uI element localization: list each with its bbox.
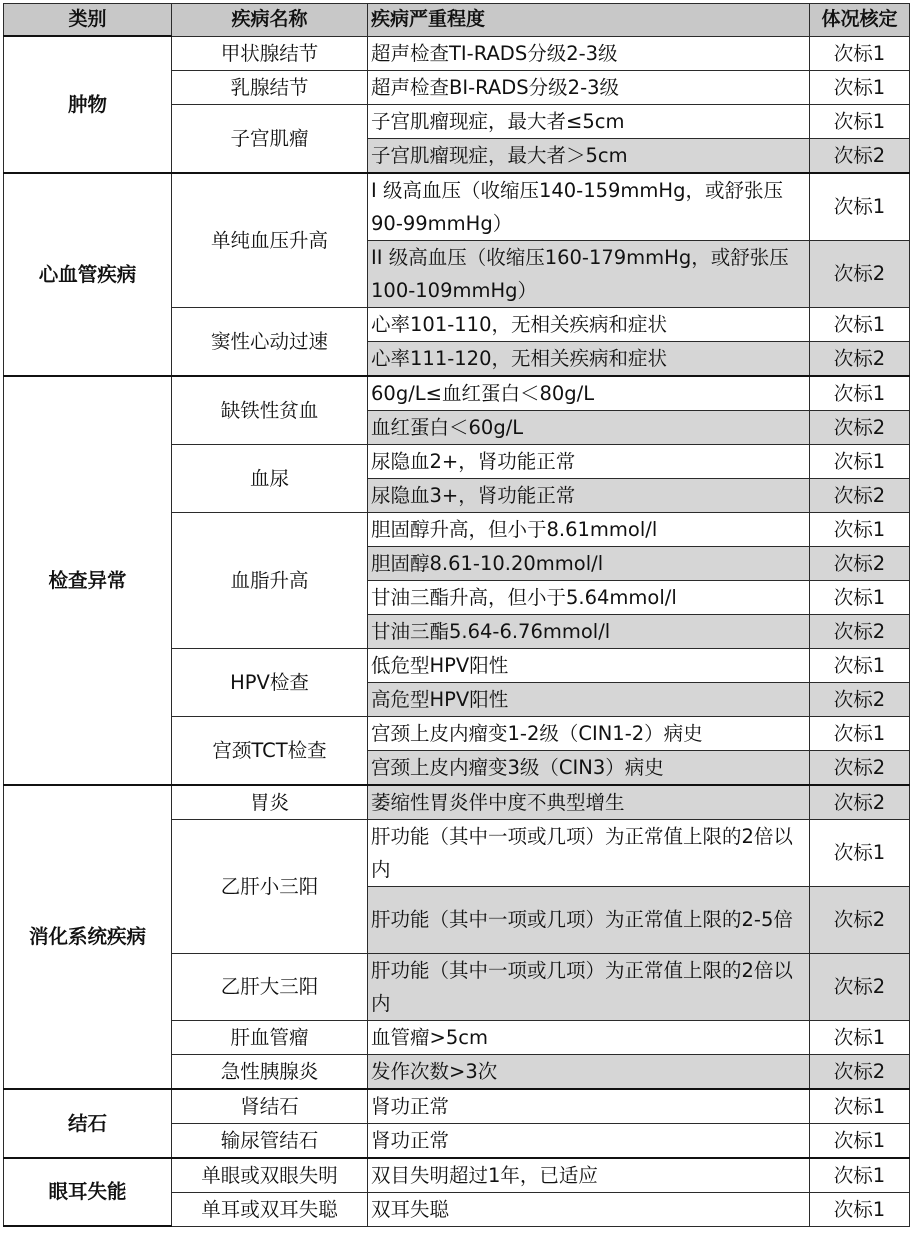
- grade-cell: 次标2: [810, 682, 910, 716]
- disease-name-cell: 血脂升高: [172, 512, 368, 648]
- severity-cell: I 级高血压（收缩压140-159mmHg，或舒张压90-99mmHg）: [368, 173, 810, 241]
- severity-cell: 尿隐血3+，肾功能正常: [368, 478, 810, 512]
- grade-cell: 次标1: [810, 580, 910, 614]
- grade-cell: 次标2: [810, 410, 910, 444]
- category-cell: 肿物: [4, 36, 172, 173]
- grade-cell: 次标1: [810, 1089, 910, 1124]
- grade-cell: 次标1: [810, 1123, 910, 1158]
- table-body: [4, 36, 910, 1226]
- disease-name-cell: 缺铁性贫血: [172, 376, 368, 445]
- insurance-grading-table: [3, 3, 910, 1227]
- severity-cell: 心率101-110，无相关疾病和症状: [368, 307, 810, 341]
- grade-cell: 次标1: [810, 173, 910, 241]
- disease-name-cell: 急性胰腺炎: [172, 1054, 368, 1089]
- severity-cell: 子宫肌瘤现症，最大者＞5cm: [368, 138, 810, 173]
- table-row: [4, 376, 910, 411]
- header-severity: 疾病严重程度: [368, 4, 810, 37]
- grade-cell: 次标2: [810, 614, 910, 648]
- grade-cell: 次标1: [810, 376, 910, 411]
- disease-name-cell: 单耳或双耳失聪: [172, 1192, 368, 1226]
- category-cell: 眼耳失能: [4, 1158, 172, 1227]
- severity-cell: 血红蛋白＜60g/L: [368, 410, 810, 444]
- grade-cell: 次标2: [810, 750, 910, 785]
- grade-cell: 次标1: [810, 307, 910, 341]
- disease-name-cell: 胃炎: [172, 785, 368, 820]
- severity-cell: 子宫肌瘤现症，最大者≤5cm: [368, 104, 810, 138]
- table-row: [4, 785, 910, 820]
- grade-cell: 次标2: [810, 785, 910, 820]
- table-row: [4, 1089, 910, 1124]
- disease-name-cell: HPV检查: [172, 648, 368, 716]
- grade-cell: 次标1: [810, 104, 910, 138]
- severity-cell: 心率111-120，无相关疾病和症状: [368, 341, 810, 376]
- header-grade: 体况核定: [810, 4, 910, 37]
- grade-cell: 次标1: [810, 512, 910, 546]
- disease-name-cell: 肝血管瘤: [172, 1020, 368, 1054]
- severity-cell: 肝功能（其中一项或几项）为正常值上限的2倍以内: [368, 953, 810, 1020]
- header-disease: 疾病名称: [172, 4, 368, 37]
- severity-cell: II 级高血压（收缩压160-179mmHg，或舒张压100-109mmHg）: [368, 240, 810, 307]
- grade-cell: 次标1: [810, 36, 910, 70]
- category-cell: 结石: [4, 1089, 172, 1158]
- category-cell: 心血管疾病: [4, 173, 172, 376]
- severity-cell: 宫颈上皮内瘤变3级（CIN3）病史: [368, 750, 810, 785]
- severity-cell: 低危型HPV阳性: [368, 648, 810, 682]
- header-row: [4, 4, 910, 37]
- disease-name-cell: 输尿管结石: [172, 1123, 368, 1158]
- grade-cell: 次标2: [810, 546, 910, 580]
- grade-cell: 次标1: [810, 819, 910, 886]
- severity-cell: 甘油三酯升高，但小于5.64mmol/l: [368, 580, 810, 614]
- grade-cell: 次标1: [810, 444, 910, 478]
- severity-cell: 肾功正常: [368, 1123, 810, 1158]
- grade-cell: 次标2: [810, 478, 910, 512]
- grade-cell: 次标1: [810, 1020, 910, 1054]
- severity-cell: 胆固醇8.61-10.20mmol/l: [368, 546, 810, 580]
- category-cell: 消化系统疾病: [4, 785, 172, 1089]
- severity-cell: 超声检查BI-RADS分级2-3级: [368, 70, 810, 104]
- disease-name-cell: 乙肝大三阳: [172, 953, 368, 1020]
- severity-cell: 60g/L≤血红蛋白＜80g/L: [368, 376, 810, 411]
- header-category: 类别: [4, 4, 172, 37]
- disease-name-cell: 窦性心动过速: [172, 307, 368, 376]
- grade-cell: 次标1: [810, 648, 910, 682]
- grade-cell: 次标1: [810, 70, 910, 104]
- disease-name-cell: 甲状腺结节: [172, 36, 368, 70]
- severity-cell: 血管瘤>5cm: [368, 1020, 810, 1054]
- severity-cell: 超声检查TI-RADS分级2-3级: [368, 36, 810, 70]
- disease-name-cell: 子宫肌瘤: [172, 104, 368, 173]
- severity-cell: 肾功正常: [368, 1089, 810, 1124]
- disease-name-cell: 乳腺结节: [172, 70, 368, 104]
- severity-cell: 甘油三酯5.64-6.76mmol/l: [368, 614, 810, 648]
- grade-cell: 次标2: [810, 240, 910, 307]
- table-row: [4, 36, 910, 70]
- severity-cell: 宫颈上皮内瘤变1-2级（CIN1-2）病史: [368, 716, 810, 750]
- severity-cell: 肝功能（其中一项或几项）为正常值上限的2-5倍: [368, 886, 810, 953]
- severity-cell: 高危型HPV阳性: [368, 682, 810, 716]
- severity-cell: 尿隐血2+，肾功能正常: [368, 444, 810, 478]
- severity-cell: 胆固醇升高，但小于8.61mmol/l: [368, 512, 810, 546]
- grade-cell: 次标1: [810, 716, 910, 750]
- category-cell: 检查异常: [4, 376, 172, 785]
- grade-cell: 次标1: [810, 1158, 910, 1193]
- disease-name-cell: 肾结石: [172, 1089, 368, 1124]
- grade-cell: 次标2: [810, 886, 910, 953]
- grade-cell: 次标2: [810, 953, 910, 1020]
- grade-cell: 次标2: [810, 1054, 910, 1089]
- disease-name-cell: 宫颈TCT检查: [172, 716, 368, 785]
- grade-cell: 次标1: [810, 1192, 910, 1226]
- grade-cell: 次标2: [810, 341, 910, 376]
- disease-name-cell: 乙肝小三阳: [172, 819, 368, 953]
- severity-cell: 双耳失聪: [368, 1192, 810, 1226]
- severity-cell: 发作次数>3次: [368, 1054, 810, 1089]
- disease-name-cell: 单纯血压升高: [172, 173, 368, 308]
- disease-name-cell: 血尿: [172, 444, 368, 512]
- severity-cell: 肝功能（其中一项或几项）为正常值上限的2倍以内: [368, 819, 810, 886]
- severity-cell: 萎缩性胃炎伴中度不典型增生: [368, 785, 810, 820]
- grade-cell: 次标2: [810, 138, 910, 173]
- disease-name-cell: 单眼或双眼失明: [172, 1158, 368, 1193]
- table-row: [4, 1158, 910, 1193]
- severity-cell: 双目失明超过1年，已适应: [368, 1158, 810, 1193]
- table-row: [4, 173, 910, 241]
